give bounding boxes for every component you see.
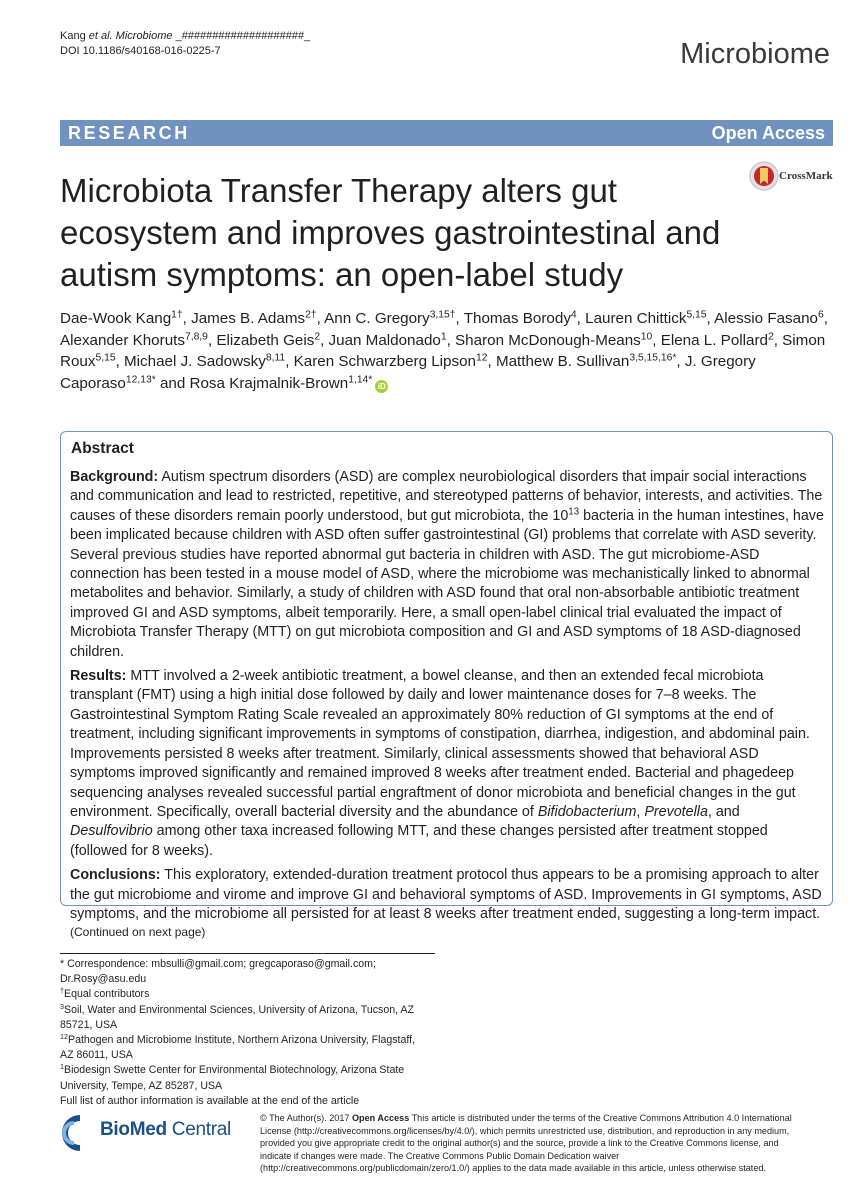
- journal-citation-line: Kang et al. Microbiome _####################_: [60, 30, 311, 42]
- author-name: Rosa Krajmalnik-Brown$^{1,14*}$: [189, 373, 373, 392]
- affiliation-note: University, Tempe, AZ 85287, USA: [60, 1079, 223, 1092]
- footnote-divider: [60, 953, 435, 954]
- author-name: Juan Maldonado$^1$: [328, 330, 447, 349]
- author-name: Simon Roux$^{5,15}$: [60, 331, 826, 370]
- abstract-body: [70, 468, 825, 940]
- author-name: Elizabeth Geis$^2$: [216, 330, 321, 349]
- author-list: [60, 308, 840, 394]
- crossmark-label: CrossMark: [779, 170, 833, 182]
- affiliation-note: AZ 86011, USA: [60, 1049, 133, 1062]
- abstract-conclusions: Conclusions: This exploratory, extended-duration treatment protocol thus appears to be a promising approach to alter the gut microbiome and virome and improve GI and behavioral symptoms of ASD. Improvements in GI symptoms, ASD symptoms, and the microbiome all persisted for at least 8 weeks after treatment ended, suggesting a long-term impact. (Continued on next page): [70, 866, 825, 940]
- affiliation-note: 85721, USA: [60, 1018, 118, 1031]
- author-items: Dae-Wook Kang$^{1\dagger}$, James B. Adams$^{2\dagger}$, Ann C. Gregory$^{3,15\dagger}$, Thomas Borody$^4$, Lauren Chittick$^{5,15}$, Alessio Fasano$^6$, Alexander Khoruts$^{7,8,9}$, Elizabeth Geis$^2$, Juan Maldonado$^1$, Sharon McDonough-Means$^{10}$, Elena L. Pollard$^2$, Simon Roux$^{5,15}$, Michael J. Sadowsky$^{8,11}$, Karen Schwarzberg Lipson$^{12}$, Matthew B. Sullivan$^{3,5,15,16*}$, J. Gregory Caporaso$^{12,13*}$ and Rosa Krajmalnik-Brown$^{1,14*}$: [60, 309, 828, 392]
- author-name: Elena L. Pollard$^2$: [660, 330, 774, 349]
- author-name: Lauren Chittick$^{5,15}$: [585, 309, 707, 327]
- equal-contributors-note: †Equal contributors: [60, 986, 150, 1001]
- author-name: James B. Adams$^{2\dagger}$: [191, 309, 317, 327]
- author-name: Dae-Wook Kang$^{1\dagger}$: [60, 309, 183, 327]
- article-type-banner: [60, 120, 833, 146]
- full-author-info-note: Full list of author information is available at the end of the article: [60, 1094, 360, 1107]
- article-type-label: RESEARCH: [68, 122, 190, 143]
- orcid-icon[interactable]: iD: [375, 380, 388, 393]
- correspondence-line[interactable]: Dr.Rosy@asu.edu: [60, 973, 147, 986]
- author-name: Matthew B. Sullivan$^{3,5,15,16*}$: [495, 352, 677, 370]
- author-name: Sharon McDonough-Means$^{10}$: [455, 330, 653, 349]
- article-title: Microbiota Transfer Therapy alters gut ecosystem and improves gastrointestinal and autism symptoms: an open-label study: [60, 172, 721, 293]
- author-name: Ann C. Gregory$^{3,15\dagger}$: [324, 309, 456, 327]
- footnotes: [60, 957, 445, 1109]
- author-name: Karen Schwarzberg Lipson$^{12}$: [293, 352, 488, 370]
- affiliation-note: $^{12}$Pathogen and Microbiome Institute, Northern Arizona University, Flagstaff,: [60, 1032, 416, 1047]
- author-conjunction: and: [155, 374, 190, 392]
- affiliation-note: $^1$Biodesign Swette Center for Environmental Biotechnology, Arizona State: [60, 1062, 405, 1077]
- doi-line: DOI 10.1186/s40168-016-0225-7: [60, 45, 221, 57]
- correspondence-line[interactable]: * Correspondence: mbsulli@gmail.com; gregcaporaso@gmail.com;: [60, 958, 376, 970]
- abstract-results: Results: MTT involved a 2-week antibiotic treatment, a bowel cleanse, and then an extended fecal microbiota transplant (FMT) using a high initial dose followed by daily and lower maintenance doses for 7–8 weeks. The Gastrointestinal Symptom Rating Scale revealed an approximately 80% reduction of GI symptoms at the end of treatment, including significant improvements in symptoms of constipation, diarrhea, indigestion, and abdominal pain. Improvements persisted 8 weeks after treatment. Similarly, clinical assessments showed that behavioral ASD symptoms improved significantly and remained improved 8 weeks after treatment ended. Bacterial and phagedeep sequencing analyses revealed successful partial engraftment of donor microbiota and beneficial changes in the gut environment. Specifically, overall bacterial diversity and the abundance of Bifidobacterium, Prevotella, and Desulfovibrio among other taxa increased following MTT, and these changes persisted after treatment stopped (followed for 8 weeks).: [70, 668, 810, 859]
- publisher-name: BioMed Central: [100, 1119, 231, 1140]
- abstract-heading: Abstract: [71, 440, 134, 457]
- abstract-background: Background: Autism spectrum disorders (ASD) are complex neurobiological disorders that impair social interactions and communication and lead to restricted, repetitive, and stereotyped patterns of behavior, interests, and activities. The causes of these disorders remain poorly understood, but gut microbiota, the $10^{13}$ bacteria in the human intestines, have been implicated because children with ASD often suffer gastrointestinal (GI) problems that correlate with ASD severity. Several previous studies have reported abnormal gut bacteria in children with ASD. The gut microbiome-ASD connection has been tested in a mouse model of ASD, where the microbiome was mechanistically linked to abnormal metabolites and behavior. Similarly, a study of children with ASD found that oral non-absorbable antibiotic treatment improved GI and ASD symptoms, albeit temporarily. Here, a small open-label clinical trial evaluated the impact of Microbiota Transfer Therapy (MTT) on gut microbiota composition and GI and ASD symptoms of 18 ASD-diagnosed children.: [70, 469, 824, 660]
- license-statement: © The Author(s). 2017 Open Access This article is distributed under the terms of the Creative Commons Attribution 4.0 International License (http://creativecommons.org/licenses/by/4.0/), which permits unrestricted use, distribution, and reproduction in any medium, provided you give appropriate credit to the original author(s) and the source, provide a link to the Creative Commons license, and indicate if changes were made. The Creative Commons Public Domain Dedication waiver (http://creativecommons.org/publicdomain/zero/1.0/) applies to the data made available in this article, unless otherwise stated.: [260, 1113, 792, 1174]
- open-access-label: Open Access: [711, 122, 825, 143]
- author-name: Alessio Fasano$^6$: [714, 309, 824, 327]
- journal-brand: Microbiome: [680, 38, 830, 70]
- author-name: Alexander Khoruts$^{7,8,9}$: [60, 330, 208, 349]
- author-name: Michael J. Sadowsky$^{8,11}$: [124, 352, 286, 370]
- author-name: J. Gregory Caporaso$^{12,13*}$: [60, 353, 756, 392]
- continued-note: (Continued on next page): [70, 925, 206, 940]
- affiliation-note: $^3$Soil, Water and Environmental Sciences, University of Arizona, Tucson, AZ: [60, 1001, 414, 1016]
- author-name: Thomas Borody$^4$: [463, 309, 577, 327]
